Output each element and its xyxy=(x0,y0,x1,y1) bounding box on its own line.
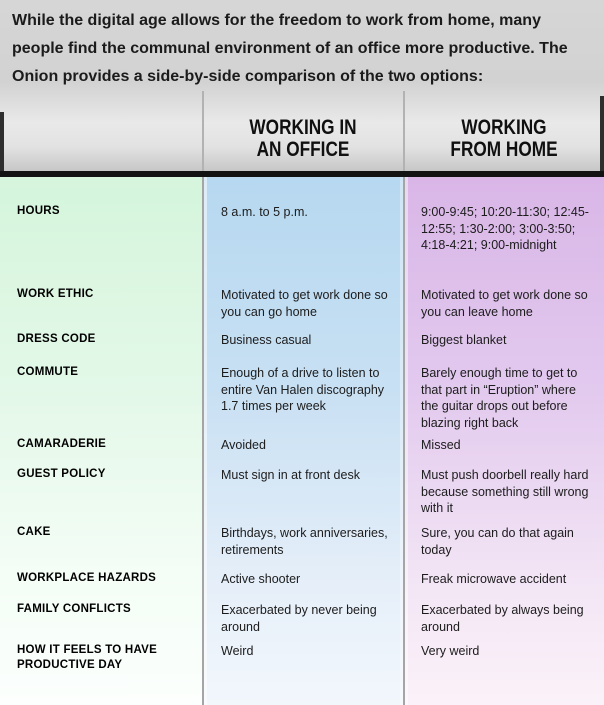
home-cell: 9:00-9:45; 10:20-11:30; 12:45-12:55; 1:30-2:00; 3:00-3:50; 4:18-4:21; 9:00-midnight xyxy=(421,205,589,252)
table-row xyxy=(0,359,604,431)
home-cell: Freak microwave accident xyxy=(421,572,567,586)
office-cell: 8 a.m. to 5 p.m. xyxy=(221,205,308,219)
home-cell: Must push doorbell really hard because something still wrong with it xyxy=(421,468,589,515)
table-row xyxy=(0,596,604,637)
home-cell: Exacerbated by always being around xyxy=(421,603,584,634)
table-row xyxy=(0,565,604,596)
column-header-office-label: WORKING IN AN OFFICE xyxy=(249,116,357,161)
row-label: WORK ETHIC xyxy=(17,288,94,300)
table-rows xyxy=(0,177,604,705)
table-row xyxy=(0,519,604,565)
office-cell: Business casual xyxy=(221,333,312,347)
row-label: CAMARADERIE xyxy=(17,438,106,450)
column-header-home-label: WORKING FROM HOME xyxy=(450,116,558,161)
row-label: WORKPLACE HAZARDS xyxy=(17,572,157,584)
table-row xyxy=(0,461,604,519)
office-cell: Motivated to get work done so you can go home xyxy=(221,288,388,319)
table-row xyxy=(0,281,604,326)
intro-text: While the digital age allows for the freedom to work from home, many people find the communal environment of an office more productive. The Onion provides a side-by-side comparison of the two options: xyxy=(12,12,568,85)
office-cell: Exacerbated by never being around xyxy=(221,603,377,634)
column-header-office xyxy=(203,117,403,161)
office-cell: Weird xyxy=(221,644,254,658)
row-label: CAKE xyxy=(17,526,51,538)
left-edge-shadow xyxy=(0,112,4,171)
row-label: HOW IT FEELS TO HAVE PRODUCTIVE DAY xyxy=(17,644,158,671)
office-cell: Birthdays, work anniversaries, retirements xyxy=(221,526,388,557)
row-label: GUEST POLICY xyxy=(17,468,106,480)
office-cell: Enough of a drive to listen to entire Van Halen discography 1.7 times per week xyxy=(221,366,385,413)
comparison-table xyxy=(0,177,604,705)
table-row xyxy=(0,177,604,281)
table-row xyxy=(0,326,604,359)
home-cell: Missed xyxy=(421,438,461,452)
office-cell: Active shooter xyxy=(221,572,301,586)
office-cell: Avoided xyxy=(221,438,266,452)
home-cell: Biggest blanket xyxy=(421,333,507,347)
column-header-home xyxy=(404,117,604,161)
row-label: HOURS xyxy=(17,205,60,217)
row-label: FAMILY CONFLICTS xyxy=(17,603,131,615)
home-cell: Motivated to get work done so you can leave home xyxy=(421,288,588,319)
row-label: COMMUTE xyxy=(17,366,79,378)
home-cell: Sure, you can do that again today xyxy=(421,526,574,557)
row-label: DRESS CODE xyxy=(17,333,96,345)
home-cell: Barely enough time to get to that part in “Eruption” where the guitar drops out before blazing right back xyxy=(421,366,578,430)
office-cell: Must sign in at front desk xyxy=(221,468,360,482)
home-cell: Very weird xyxy=(421,644,480,658)
header-section xyxy=(0,0,604,171)
table-row xyxy=(0,431,604,461)
table-row xyxy=(0,637,604,705)
